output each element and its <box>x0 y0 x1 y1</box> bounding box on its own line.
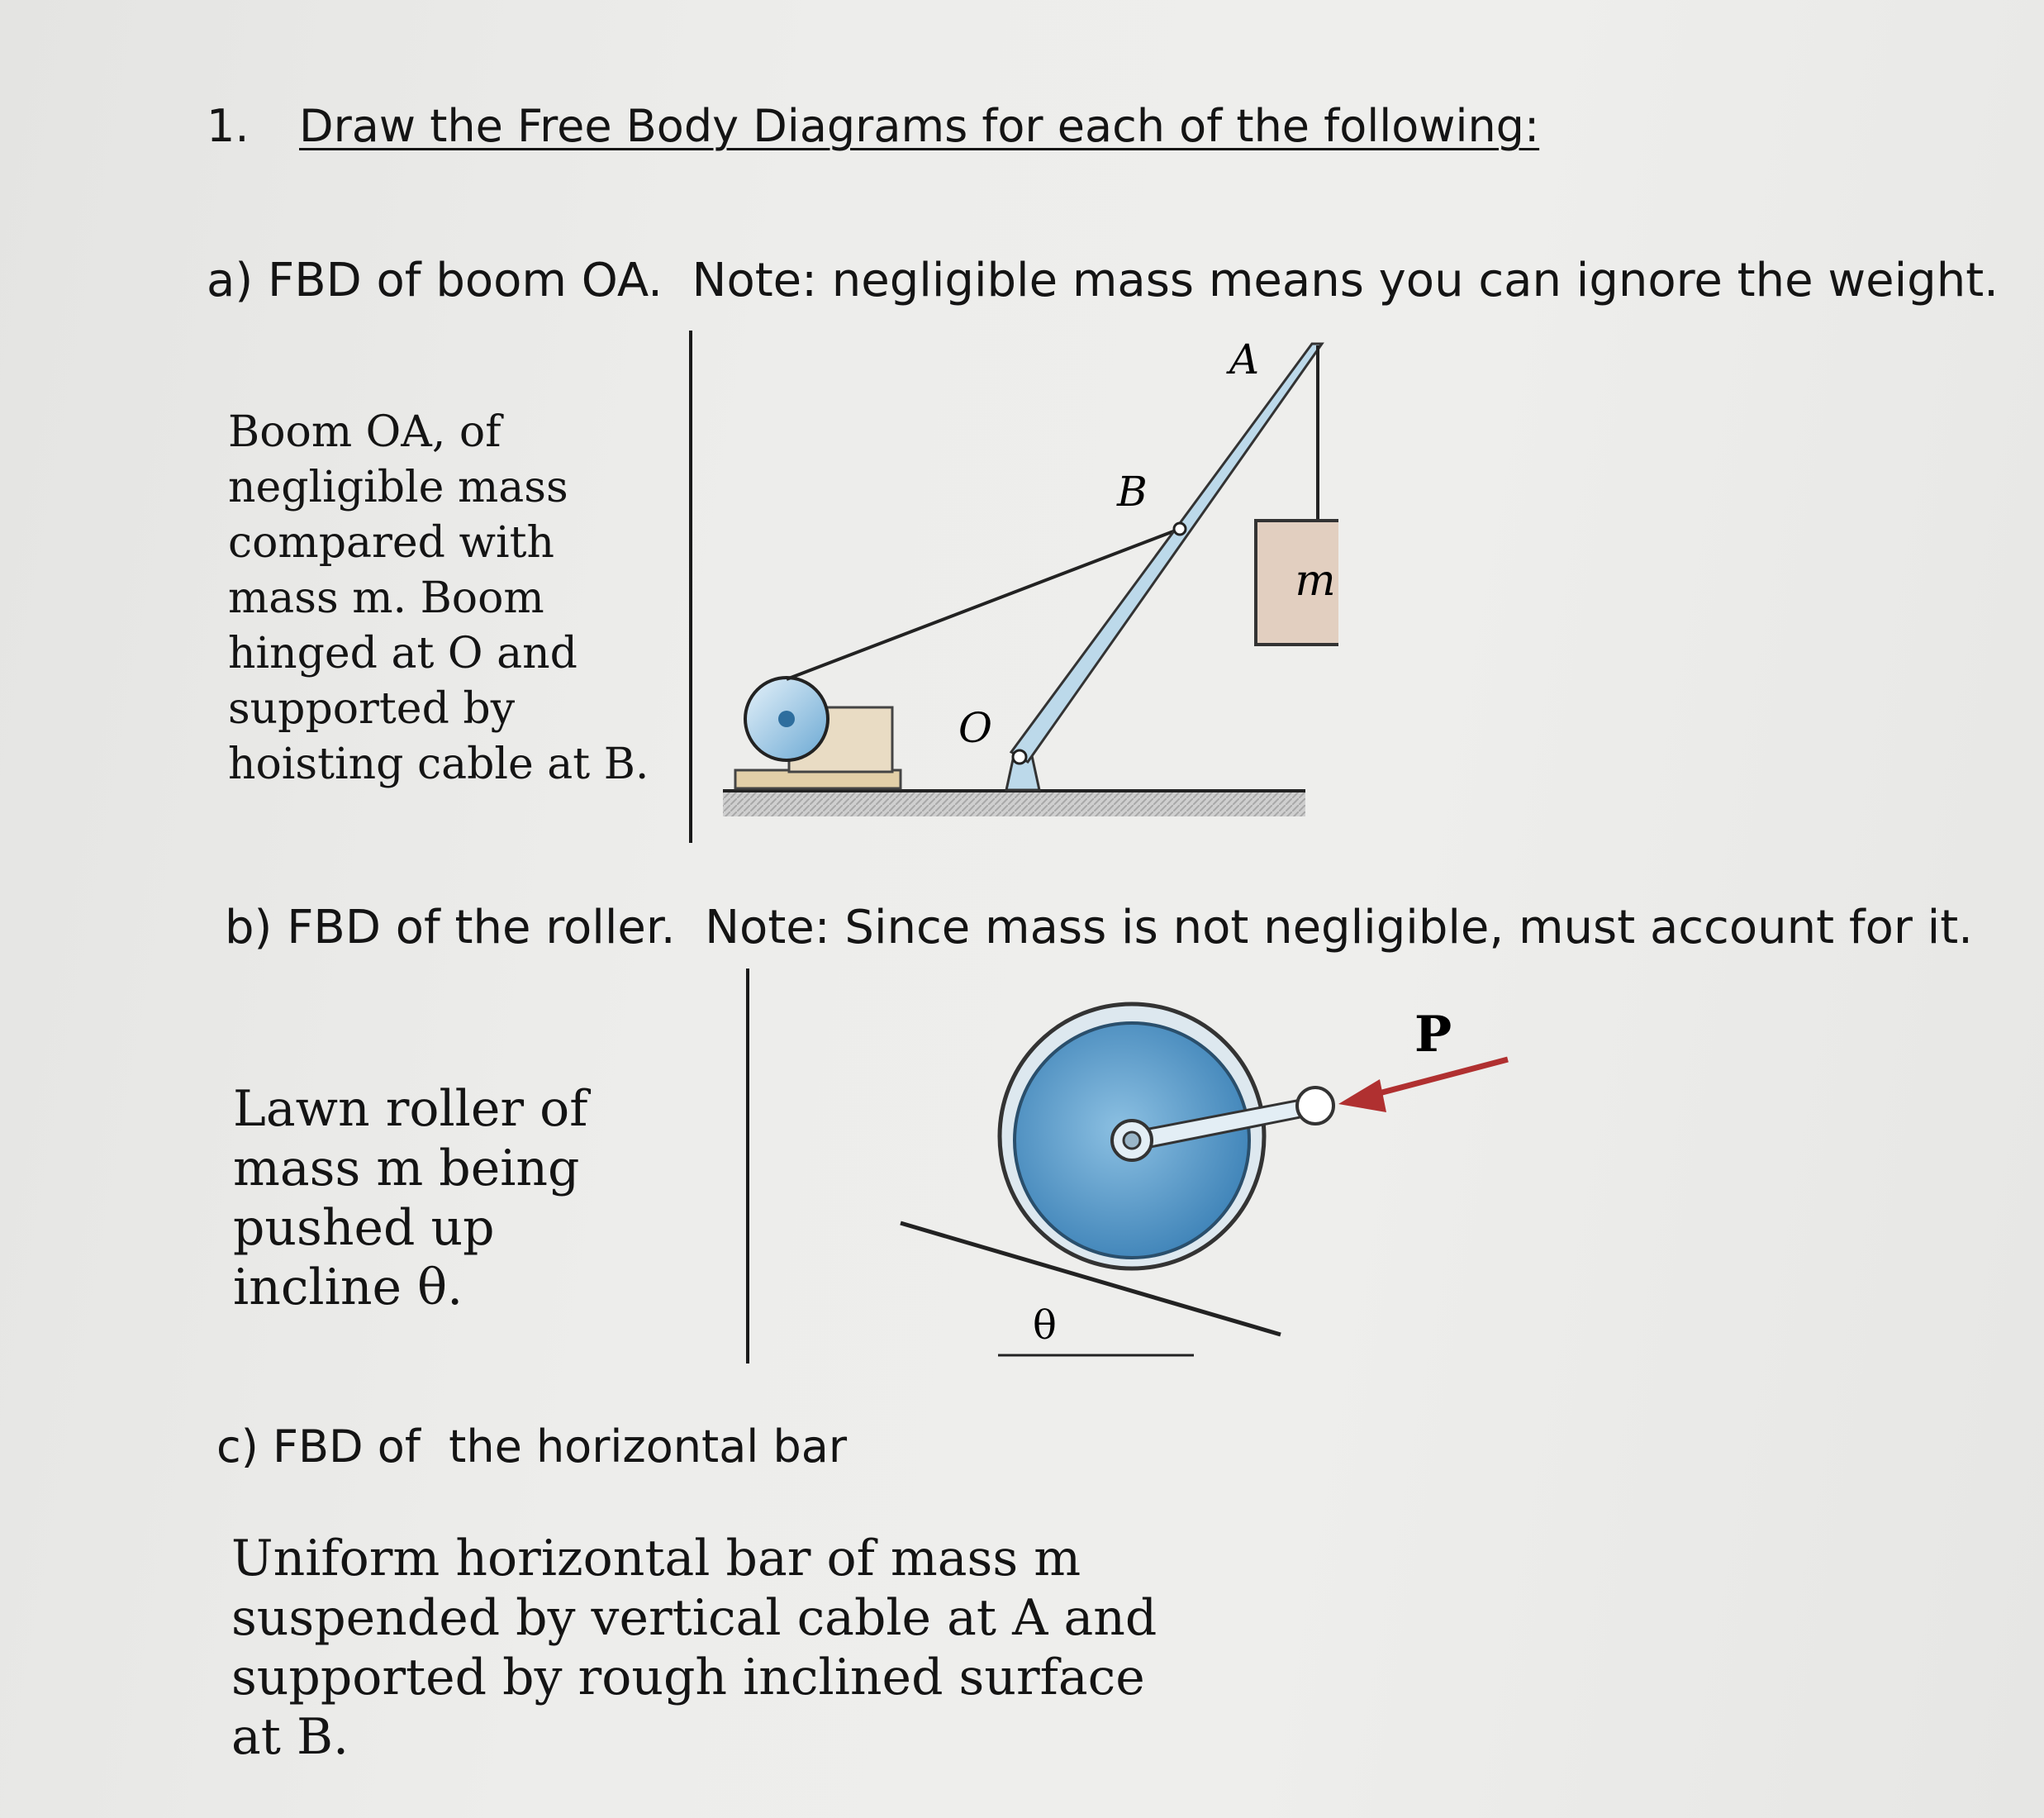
description-line: pushed up <box>233 1199 495 1257</box>
description-line: incline θ. <box>233 1259 463 1316</box>
label-a: A <box>1229 336 1260 383</box>
part-c-heading <box>216 1418 847 1476</box>
hinge-pin <box>1013 750 1026 764</box>
ground-hatch <box>723 792 1305 816</box>
description-line: Lawn roller of <box>233 1080 588 1138</box>
description-line: negligible mass <box>228 463 568 512</box>
part-c-label: c) <box>216 1421 259 1473</box>
part-b-description <box>233 1079 587 1317</box>
question-title-text: Draw the Free Body Diagrams for each of the following: <box>299 100 1540 152</box>
force-arrow-shaft <box>1363 1059 1508 1097</box>
part-a-heading <box>207 252 1999 310</box>
part-c-description <box>231 1529 1157 1767</box>
description-line: Boom OA, of <box>228 407 501 457</box>
description-line: compared with <box>228 518 555 568</box>
part-b-heading-text: FBD of the roller. Note: Since mass is not negligible, must account for it. <box>287 901 1973 954</box>
label-b: B <box>1117 468 1148 516</box>
description-line: hoisting cable at B. <box>228 740 649 789</box>
label-o: O <box>958 704 992 752</box>
part-b-divider <box>746 968 749 1364</box>
description-line: at B. <box>231 1708 349 1766</box>
part-b-label: b) <box>225 901 273 954</box>
question-title <box>207 98 1539 155</box>
description-line: hinged at O and <box>228 629 578 678</box>
description-line: mass m. Boom <box>228 573 544 623</box>
description-line: suspended by vertical cable at A and <box>231 1589 1157 1647</box>
description-line: supported by rough inclined surface <box>231 1649 1145 1706</box>
description-line: Uniform horizontal bar of mass m <box>231 1530 1081 1587</box>
pulley-hub <box>778 711 795 727</box>
description-line: supported by <box>228 684 516 734</box>
part-c-heading-text: FBD of the horizontal bar <box>272 1421 848 1473</box>
force-label: P <box>1414 1006 1452 1064</box>
mass-label: m <box>1295 556 1336 606</box>
handle-grip <box>1297 1087 1333 1124</box>
part-b-heading <box>225 899 1973 957</box>
part-a-heading-text: FBD of boom OA. Note: negligible mass means you can ignore the weight. <box>267 254 1999 307</box>
question-number: 1. <box>207 100 250 152</box>
angle-label: θ <box>1033 1302 1057 1349</box>
roller-axle-center <box>1124 1132 1140 1149</box>
point-b-pin <box>1174 523 1186 535</box>
force-arrowhead <box>1338 1079 1386 1112</box>
boom-diagram <box>711 322 1338 851</box>
part-a-description <box>228 405 649 792</box>
description-line: mass m being <box>233 1140 580 1197</box>
part-a-divider <box>689 331 692 843</box>
roller-diagram <box>892 1000 1537 1380</box>
part-a-label: a) <box>207 254 254 307</box>
